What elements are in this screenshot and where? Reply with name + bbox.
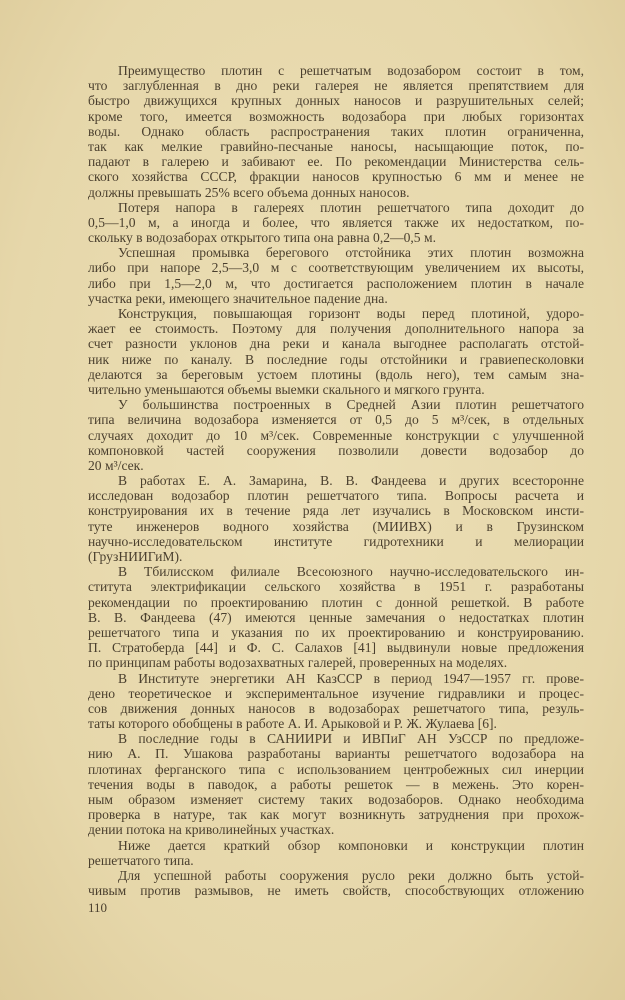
text-line: ник ниже по каналу. В последние годы отстойники и гравиепесколовки bbox=[88, 351, 584, 367]
text-line: компоновкой частей сооружения позволили довести водозабор до bbox=[88, 442, 584, 458]
text-line: счет разности уклонов дна реки и канала выгоднее располагать отстой- bbox=[88, 336, 584, 352]
text-line: П. Стратоберда [44] и Ф. С. Салахов [41] выдвинули новые предложения bbox=[88, 640, 584, 656]
text-line: плотинах ферганского типа с использованием центробежных сил инерции bbox=[88, 761, 584, 777]
text-line: чительно уменьшаются объемы выемки скального и мягкого грунта. bbox=[88, 381, 485, 397]
text-line: 0,5—1,0 м, а иногда и более, что является также их недостатком, по- bbox=[88, 214, 584, 230]
page-number: 110 bbox=[88, 900, 108, 915]
text-line: В последние годы в САНИИРИ и ИВПиГ АН УзССР по предложе- bbox=[118, 731, 584, 747]
text-line: 20 м³/сек. bbox=[88, 457, 144, 473]
text-line: либо при 1,5—2,0 м, что достигается расположением плотин в начале bbox=[88, 275, 584, 291]
body-text bbox=[88, 63, 584, 898]
text-line: Ниже дается краткий обзор компоновки и конструкции плотин bbox=[118, 837, 584, 853]
text-line: воды. Однако область распространения таких плотин ограниченна, bbox=[88, 123, 584, 139]
text-line: Для успешной работы сооружения русло реки должно быть устой- bbox=[118, 867, 584, 883]
text-line: сов движения донных наносов в водозаборах решетчатого типа, резуль- bbox=[88, 700, 584, 716]
text-line: В. В. Фандеева (47) имеются ценные замечания о недостатках плотин bbox=[88, 609, 584, 625]
text-line: рекомендации по проектированию плотин с донной решеткой. В работе bbox=[88, 594, 584, 610]
text-line: быстро движущихся крупных донных наносов и разрушительных селей; bbox=[88, 93, 584, 109]
text-line: дении потока на криволинейных участках. bbox=[88, 822, 335, 838]
text-line: В Институте энергетики АН КазССР в период 1947—1957 гг. прове- bbox=[118, 670, 584, 686]
text-line: ского хозяйства СССР, фракции наносов крупностью 6 мм и менее не bbox=[88, 169, 584, 185]
text-line: (ГрузНИИГиМ). bbox=[88, 549, 183, 564]
text-line: Потеря напора в галереях плотин решетчатого типа доходит до bbox=[118, 199, 584, 215]
text-line: скольку в водозаборах открытого типа она равна 0,2—0,5 м. bbox=[88, 230, 437, 246]
text-line: типа величина водозабора изменяется от 0,5 до 5 м³/сек, в отдельных bbox=[88, 412, 584, 428]
text-line: решетчатого типа. bbox=[88, 852, 194, 868]
text-line: исследован водозабор плотин решетчатого типа. Вопросы расчета и bbox=[88, 488, 584, 504]
text-line: нию А. П. Ушакова разработаны варианты решетчатого водозабора на bbox=[88, 746, 584, 762]
text-line: либо при напоре 2,5—3,0 м с соответствующим увеличением их высоты, bbox=[88, 260, 584, 276]
text-line: участка реки, имеющего значительное падение дна. bbox=[88, 290, 388, 306]
text-line: проверка в натуре, так как могут возникнуть затруднения при прохож- bbox=[88, 807, 584, 823]
text-line: случаях доходит до 10 м³/сек. Современные конструкции с улучшенной bbox=[88, 427, 584, 443]
text-line: делаются за береговым устоем плотины (вдоль него), тем самым зна- bbox=[88, 366, 584, 382]
text-line: конструирования их в течение ряда лет изучались в Московском инсти- bbox=[88, 503, 584, 519]
text-line: У большинства построенных в Средней Азии плотин решетчатого bbox=[118, 397, 584, 413]
text-line: по принципам работы водозахватных галерей, проверенных на моделях. bbox=[88, 655, 508, 671]
text-line: В работах Е. А. Замарина, В. В. Фандеева и других всесторонне bbox=[118, 473, 584, 489]
text-line: так как мелкие гравийно-песчаные наносы, насыщающие поток, по- bbox=[88, 138, 584, 154]
text-line: научно-исследовательском институте гидротехники и мелиорации bbox=[88, 533, 584, 549]
text-line: туте инженеров водного хозяйства (МИИВХ) и в Грузинском bbox=[88, 518, 584, 534]
text-line: жает ее стоимость. Поэтому для получения дополнительного напора за bbox=[88, 321, 584, 337]
text-line: Конструкция, повышающая горизонт воды перед плотиной, удоро- bbox=[118, 306, 584, 321]
text-line: Преимущество плотин с решетчатым водозабором состоит в том, bbox=[118, 63, 584, 78]
text-line: должны превышать 25% всего объема донных наносов. bbox=[88, 184, 410, 200]
text-line: ститута электрификации сельского хозяйства в 1951 г. разработаны bbox=[88, 579, 584, 595]
text-line: В Тбилисском филиале Всесоюзного научно-исследовательского ин- bbox=[118, 564, 584, 580]
text-line: чивым против размывов, не иметь свойств, способствующих отложению bbox=[88, 883, 584, 899]
text-line: таты которого обобщены в работе А. И. Арыковой и Р. Ж. Жулаева [6]. bbox=[88, 716, 497, 732]
text-line: падают в галерею и забивают ее. По рекомендации Министерства сель- bbox=[88, 154, 584, 170]
text-line: дено теоретическое и экспериментальное изучение гидравлики и процес- bbox=[88, 685, 584, 701]
text-line: решетчатого типа и указания по их проектированию и конструированию. bbox=[88, 624, 584, 640]
text-line: Успешная промывка берегового отстойника этих плотин возможна bbox=[118, 245, 584, 261]
text-line: ным образом изменяет систему таких водозаборов. Однако необходима bbox=[88, 792, 584, 807]
text-line: кроме того, имеется возможность водозабора при любых горизонтах bbox=[88, 108, 584, 124]
text-line: что заглубленная в дно реки галерея не является препятствием для bbox=[88, 78, 584, 94]
text-line: течения воды в паводок, а работы решеток — в межень. Это корен- bbox=[88, 776, 584, 792]
